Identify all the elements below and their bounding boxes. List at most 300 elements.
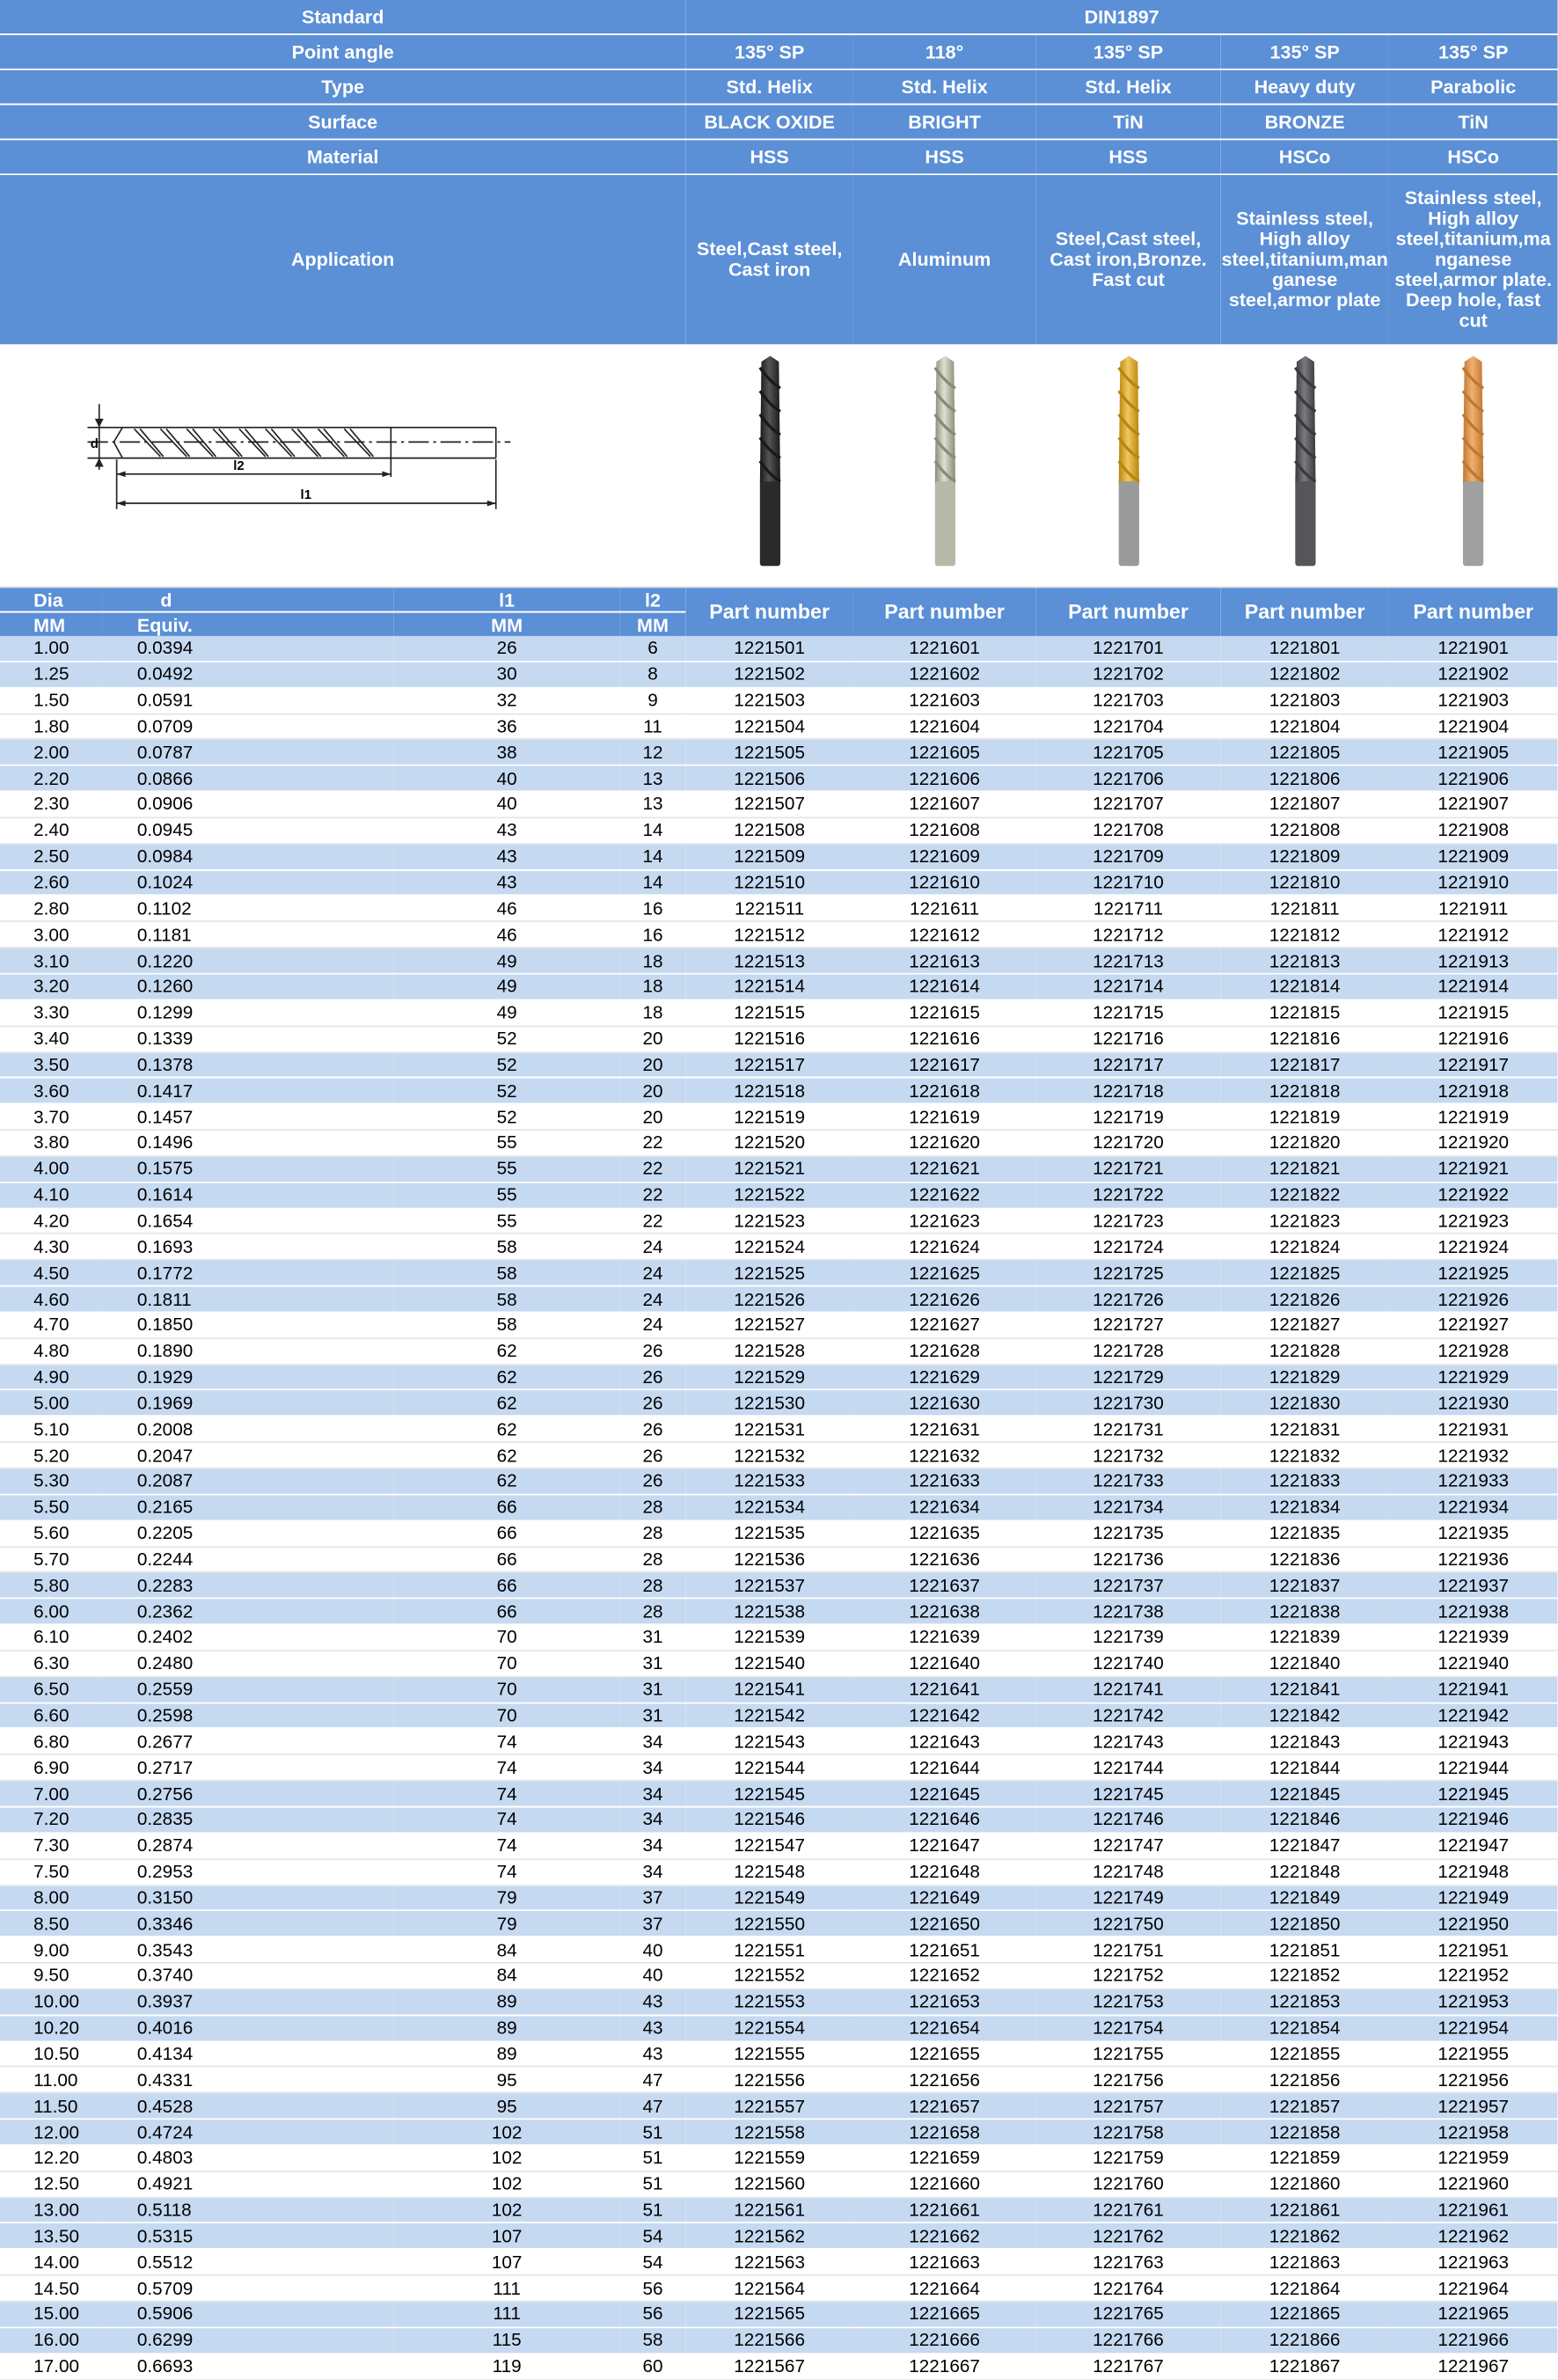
part-number-cell: 1221763 bbox=[1035, 2249, 1221, 2275]
part-number-cell: 1221812 bbox=[1221, 921, 1389, 948]
surface-label: Surface bbox=[0, 105, 685, 140]
d-equiv-cell: 0.0906 bbox=[102, 792, 394, 818]
l2-cell: 54 bbox=[620, 2249, 686, 2275]
dia-cell: 11.00 bbox=[0, 2067, 102, 2093]
table-row bbox=[0, 817, 1558, 844]
l1-cell: 66 bbox=[394, 1599, 620, 1625]
dia-cell: 6.80 bbox=[0, 1729, 102, 1755]
part-number-cell: 1221941 bbox=[1388, 1676, 1557, 1703]
application-cell: Steel,Cast steel, Cast iron bbox=[685, 174, 853, 345]
d-equiv-cell: 0.0591 bbox=[102, 687, 394, 714]
part-number-cell: 1221766 bbox=[1035, 2327, 1221, 2354]
part-number-cell: 1221914 bbox=[1388, 974, 1557, 1000]
table-row bbox=[0, 1312, 1558, 1338]
dia-cell: 2.60 bbox=[0, 869, 102, 896]
part-number-cell: 1221550 bbox=[685, 1911, 853, 1937]
table-row bbox=[0, 1260, 1558, 1286]
part-number-cell: 1221856 bbox=[1221, 2067, 1389, 2093]
part-number-cell: 1221651 bbox=[853, 1937, 1035, 1963]
table-row bbox=[0, 1651, 1558, 1677]
part-number-cell: 1221549 bbox=[685, 1885, 853, 1911]
l2-cell: 34 bbox=[620, 1729, 686, 1755]
part-number-cell: 1221928 bbox=[1388, 1338, 1557, 1365]
l1-cell: 107 bbox=[394, 2249, 620, 2275]
part-number-cell: 1221667 bbox=[853, 2354, 1035, 2380]
table-row bbox=[0, 1338, 1558, 1365]
l2-cell: 16 bbox=[620, 921, 686, 948]
part-number-cell: 1221735 bbox=[1035, 1520, 1221, 1547]
table-row bbox=[0, 714, 1558, 740]
part-number-cell: 1221847 bbox=[1221, 1833, 1389, 1859]
table-row bbox=[0, 921, 1558, 948]
part-number-cell: 1221931 bbox=[1388, 1417, 1557, 1443]
l2-cell: 34 bbox=[620, 1754, 686, 1781]
l2-cell: 20 bbox=[620, 1078, 686, 1104]
part-number-cell: 1221703 bbox=[1035, 687, 1221, 714]
part-number-cell: 1221816 bbox=[1221, 1026, 1389, 1052]
dia-cell: 3.40 bbox=[0, 1026, 102, 1052]
part-number-cell: 1221726 bbox=[1035, 1286, 1221, 1313]
part-number-cell: 1221861 bbox=[1221, 2197, 1389, 2223]
dia-cell: 4.10 bbox=[0, 1182, 102, 1208]
part-number-cell: 1221535 bbox=[685, 1520, 853, 1547]
part-number-cell: 1221501 bbox=[685, 636, 853, 662]
part-number-cell: 1221813 bbox=[1221, 948, 1389, 974]
d-equiv-cell: 0.3543 bbox=[102, 1937, 394, 1963]
part-number-cell: 1221809 bbox=[1221, 844, 1389, 870]
l1-cell: 58 bbox=[394, 1286, 620, 1313]
part-number-cell: 1221844 bbox=[1221, 1754, 1389, 1781]
part-number-cell: 1221903 bbox=[1388, 687, 1557, 714]
application-cell: Steel,Cast steel, Cast iron,Bronze. Fast cut bbox=[1035, 174, 1221, 345]
part-number-cell: 1221531 bbox=[685, 1417, 853, 1443]
part-number-cell: 1221842 bbox=[1221, 1703, 1389, 1729]
l2-cell: 14 bbox=[620, 869, 686, 896]
image-row bbox=[0, 345, 1558, 587]
dia-cell: 5.20 bbox=[0, 1442, 102, 1468]
d-equiv-cell: 0.1496 bbox=[102, 1130, 394, 1156]
part-number-cell: 1221752 bbox=[1035, 1963, 1221, 1989]
part-number-cell: 1221860 bbox=[1221, 2171, 1389, 2198]
part-number-cell: 1221747 bbox=[1035, 1833, 1221, 1859]
d-equiv-cell: 0.5512 bbox=[102, 2249, 394, 2275]
surface-cell: TiN bbox=[1035, 105, 1221, 140]
dia-cell: 3.60 bbox=[0, 1078, 102, 1104]
l2-cell: 47 bbox=[620, 2067, 686, 2093]
dia-cell: 7.00 bbox=[0, 1781, 102, 1807]
dia-cell: 3.10 bbox=[0, 948, 102, 974]
part-number-cell: 1221519 bbox=[685, 1104, 853, 1131]
part-number-cell: 1221628 bbox=[853, 1338, 1035, 1365]
part-number-cell: 1221806 bbox=[1221, 765, 1389, 792]
part-number-cell: 1221563 bbox=[685, 2249, 853, 2275]
l2-cell: 26 bbox=[620, 1417, 686, 1443]
part-number-cell: 1221923 bbox=[1388, 1208, 1557, 1234]
part-number-cell: 1221615 bbox=[853, 1000, 1035, 1026]
part-number-cell: 1221840 bbox=[1221, 1651, 1389, 1677]
material-cell: HSCo bbox=[1388, 139, 1557, 174]
part-number-cell: 1221731 bbox=[1035, 1417, 1221, 1443]
dia-cell: 2.80 bbox=[0, 896, 102, 922]
part-number-cell: 1221708 bbox=[1035, 817, 1221, 844]
d-equiv-cell: 0.0866 bbox=[102, 765, 394, 792]
part-number-cell: 1221808 bbox=[1221, 817, 1389, 844]
point-angle-cell: 135° SP bbox=[685, 34, 853, 70]
part-number-cell: 1221952 bbox=[1388, 1963, 1557, 1989]
part-number-cell: 1221607 bbox=[853, 792, 1035, 818]
part-number-cell: 1221548 bbox=[685, 1859, 853, 1886]
l1-cell: 70 bbox=[394, 1624, 620, 1651]
part-number-cell: 1221724 bbox=[1035, 1234, 1221, 1261]
table-row bbox=[0, 1703, 1558, 1729]
table-row bbox=[0, 1729, 1558, 1755]
part-number-cell: 1221707 bbox=[1035, 792, 1221, 818]
table-row bbox=[0, 2301, 1558, 2327]
part-number-cell: 1221660 bbox=[853, 2171, 1035, 2198]
part-number-cell: 1221857 bbox=[1221, 2093, 1389, 2120]
part-number-cell: 1221522 bbox=[685, 1182, 853, 1208]
d-equiv-cell: 0.1693 bbox=[102, 1234, 394, 1261]
dia-cell: 1.00 bbox=[0, 636, 102, 662]
table-row bbox=[0, 1182, 1558, 1208]
d-equiv-cell: 0.2402 bbox=[102, 1624, 394, 1651]
part-number-cell: 1221843 bbox=[1221, 1729, 1389, 1755]
part-number-cell: 1221966 bbox=[1388, 2327, 1557, 2354]
dia-cell: 3.50 bbox=[0, 1051, 102, 1078]
part-number-cell: 1221614 bbox=[853, 974, 1035, 1000]
part-number-cell: 1221854 bbox=[1221, 2015, 1389, 2041]
part-number-cell: 1221920 bbox=[1388, 1130, 1557, 1156]
dia-cell: 10.50 bbox=[0, 2041, 102, 2068]
l1-cell: 43 bbox=[394, 817, 620, 844]
part-number-cell: 1221733 bbox=[1035, 1468, 1221, 1495]
d-equiv-cell: 0.0984 bbox=[102, 844, 394, 870]
part-number-cell: 1221557 bbox=[685, 2093, 853, 2120]
dia-cell: 6.10 bbox=[0, 1624, 102, 1651]
d-equiv-cell: 0.2756 bbox=[102, 1781, 394, 1807]
application-cell: Aluminum bbox=[853, 174, 1035, 345]
part-number-cell: 1221848 bbox=[1221, 1859, 1389, 1886]
material-cell: HSS bbox=[1035, 139, 1221, 174]
part-number-cell: 1221754 bbox=[1035, 2015, 1221, 2041]
l2-cell: 31 bbox=[620, 1676, 686, 1703]
table-row bbox=[0, 1442, 1558, 1468]
table-row bbox=[0, 2249, 1558, 2275]
part-number-cell: 1221925 bbox=[1388, 1260, 1557, 1286]
l2-cell: 60 bbox=[620, 2354, 686, 2380]
part-number-cell: 1221627 bbox=[853, 1312, 1035, 1338]
l2-cell: 26 bbox=[620, 1468, 686, 1495]
table-row bbox=[0, 1911, 1558, 1937]
table-row bbox=[0, 1104, 1558, 1131]
part-number-cell: 1221567 bbox=[685, 2354, 853, 2380]
l2-cell: 11 bbox=[620, 714, 686, 740]
part-number-cell: 1221513 bbox=[685, 948, 853, 974]
table-row bbox=[0, 765, 1558, 792]
table-row bbox=[0, 1520, 1558, 1547]
part-number-cell: 1221560 bbox=[685, 2171, 853, 2198]
part-number-cell: 1221849 bbox=[1221, 1885, 1389, 1911]
table-row bbox=[0, 1988, 1558, 2015]
dia-cell: 5.00 bbox=[0, 1390, 102, 1417]
part-number-cell: 1221934 bbox=[1388, 1494, 1557, 1520]
part-number-cell: 1221616 bbox=[853, 1026, 1035, 1052]
part-number-cell: 1221709 bbox=[1035, 844, 1221, 870]
d-equiv-cell: 0.3937 bbox=[102, 1988, 394, 2015]
table-row bbox=[0, 1078, 1558, 1104]
part-number-cell: 1221632 bbox=[853, 1442, 1035, 1468]
part-number-cell: 1221641 bbox=[853, 1676, 1035, 1703]
part-number-cell: 1221834 bbox=[1221, 1494, 1389, 1520]
col-l1: l1 bbox=[394, 587, 620, 611]
table-row bbox=[0, 1286, 1558, 1313]
material-cell: HSS bbox=[853, 139, 1035, 174]
part-number-cell: 1221933 bbox=[1388, 1468, 1557, 1495]
l1-cell: 30 bbox=[394, 662, 620, 688]
l1-cell: 62 bbox=[394, 1442, 620, 1468]
d-equiv-cell: 0.2717 bbox=[102, 1754, 394, 1781]
part-number-cell: 1221741 bbox=[1035, 1676, 1221, 1703]
dia-cell: 4.90 bbox=[0, 1364, 102, 1390]
col-dia: Dia bbox=[0, 587, 102, 611]
part-number-cell: 1221506 bbox=[685, 765, 853, 792]
part-number-cell: 1221637 bbox=[853, 1572, 1035, 1599]
part-number-cell: 1221717 bbox=[1035, 1051, 1221, 1078]
l1-cell: 43 bbox=[394, 844, 620, 870]
d-equiv-cell: 0.2953 bbox=[102, 1859, 394, 1886]
l1-cell: 70 bbox=[394, 1676, 620, 1703]
l1-cell: 102 bbox=[394, 2171, 620, 2198]
part-number-cell: 1221634 bbox=[853, 1494, 1035, 1520]
part-number-cell: 1221650 bbox=[853, 1911, 1035, 1937]
part-number-cell: 1221649 bbox=[853, 1885, 1035, 1911]
l2-cell: 22 bbox=[620, 1182, 686, 1208]
part-number-cell: 1221846 bbox=[1221, 1806, 1389, 1833]
col-part-number: Part number bbox=[685, 587, 853, 636]
table-row bbox=[0, 2327, 1558, 2354]
d-equiv-cell: 0.2874 bbox=[102, 1833, 394, 1859]
part-number-cell: 1221917 bbox=[1388, 1051, 1557, 1078]
part-number-cell: 1221611 bbox=[853, 896, 1035, 922]
part-number-cell: 1221841 bbox=[1221, 1676, 1389, 1703]
d-equiv-cell: 0.2047 bbox=[102, 1442, 394, 1468]
drill-photo bbox=[1276, 353, 1334, 572]
table-row bbox=[0, 2171, 1558, 2198]
surface-cell: BRIGHT bbox=[853, 105, 1035, 140]
part-number-cell: 1221826 bbox=[1221, 1286, 1389, 1313]
l1-cell: 62 bbox=[394, 1468, 620, 1495]
d-equiv-cell: 0.2480 bbox=[102, 1651, 394, 1677]
part-number-cell: 1221612 bbox=[853, 921, 1035, 948]
l1-cell: 74 bbox=[394, 1833, 620, 1859]
part-number-cell: 1221965 bbox=[1388, 2301, 1557, 2327]
l1-cell: 66 bbox=[394, 1572, 620, 1599]
part-number-cell: 1221555 bbox=[685, 2041, 853, 2068]
part-number-cell: 1221624 bbox=[853, 1234, 1035, 1261]
l2-cell: 20 bbox=[620, 1104, 686, 1131]
part-number-cell: 1221748 bbox=[1035, 1859, 1221, 1886]
part-number-cell: 1221705 bbox=[1035, 739, 1221, 765]
part-number-cell: 1221662 bbox=[853, 2223, 1035, 2250]
part-number-cell: 1221902 bbox=[1388, 662, 1557, 688]
part-number-cell: 1221516 bbox=[685, 1026, 853, 1052]
part-number-cell: 1221737 bbox=[1035, 1572, 1221, 1599]
dia-cell: 6.60 bbox=[0, 1703, 102, 1729]
dia-cell: 7.30 bbox=[0, 1833, 102, 1859]
l2-cell: 18 bbox=[620, 1000, 686, 1026]
part-number-cell: 1221909 bbox=[1388, 844, 1557, 870]
d-equiv-cell: 0.1969 bbox=[102, 1390, 394, 1417]
part-number-cell: 1221565 bbox=[685, 2301, 853, 2327]
l2-cell: 43 bbox=[620, 1988, 686, 2015]
part-number-cell: 1221805 bbox=[1221, 739, 1389, 765]
dia-cell: 10.00 bbox=[0, 1988, 102, 2015]
l2-cell: 24 bbox=[620, 1260, 686, 1286]
table-row bbox=[0, 1208, 1558, 1234]
part-number-cell: 1221820 bbox=[1221, 1130, 1389, 1156]
l1-cell: 62 bbox=[394, 1338, 620, 1365]
part-number-cell: 1221523 bbox=[685, 1208, 853, 1234]
d-equiv-cell: 0.2244 bbox=[102, 1547, 394, 1573]
part-number-cell: 1221911 bbox=[1388, 896, 1557, 922]
part-number-cell: 1221623 bbox=[853, 1208, 1035, 1234]
part-number-cell: 1221647 bbox=[853, 1833, 1035, 1859]
part-number-cell: 1221503 bbox=[685, 687, 853, 714]
part-number-cell: 1221767 bbox=[1035, 2354, 1221, 2380]
part-number-cell: 1221945 bbox=[1388, 1781, 1557, 1807]
part-number-cell: 1221749 bbox=[1035, 1885, 1221, 1911]
part-number-cell: 1221863 bbox=[1221, 2249, 1389, 2275]
l2-cell: 26 bbox=[620, 1364, 686, 1390]
l2-cell: 14 bbox=[620, 844, 686, 870]
dia-cell: 6.00 bbox=[0, 1599, 102, 1625]
part-number-cell: 1221553 bbox=[685, 1988, 853, 2015]
part-number-cell: 1221658 bbox=[853, 2119, 1035, 2145]
d-equiv-cell: 0.2559 bbox=[102, 1676, 394, 1703]
l2-cell: 12 bbox=[620, 739, 686, 765]
d-equiv-cell: 0.1024 bbox=[102, 869, 394, 896]
part-number-cell: 1221839 bbox=[1221, 1624, 1389, 1651]
table-row bbox=[0, 2041, 1558, 2068]
l1-cell: 52 bbox=[394, 1104, 620, 1131]
table-row bbox=[0, 1781, 1558, 1807]
l2-cell: 34 bbox=[620, 1859, 686, 1886]
l2-cell: 24 bbox=[620, 1286, 686, 1313]
l1-cell: 119 bbox=[394, 2354, 620, 2380]
part-number-cell: 1221511 bbox=[685, 896, 853, 922]
part-number-cell: 1221811 bbox=[1221, 896, 1389, 922]
material-cell: HSCo bbox=[1221, 139, 1389, 174]
part-number-cell: 1221654 bbox=[853, 2015, 1035, 2041]
part-number-cell: 1221502 bbox=[685, 662, 853, 688]
part-number-cell: 1221830 bbox=[1221, 1390, 1389, 1417]
part-number-cell: 1221831 bbox=[1221, 1417, 1389, 1443]
dia-cell: 11.50 bbox=[0, 2093, 102, 2120]
part-number-cell: 1221739 bbox=[1035, 1624, 1221, 1651]
l1-cell: 46 bbox=[394, 896, 620, 922]
l1-cell: 111 bbox=[394, 2301, 620, 2327]
d-equiv-cell: 0.4921 bbox=[102, 2171, 394, 2198]
table-row bbox=[0, 2093, 1558, 2120]
part-number-cell: 1221924 bbox=[1388, 1234, 1557, 1261]
part-number-cell: 1221644 bbox=[853, 1754, 1035, 1781]
table-row bbox=[0, 2223, 1558, 2250]
col-part-number: Part number bbox=[1388, 587, 1557, 636]
l1-cell: 49 bbox=[394, 948, 620, 974]
table-row bbox=[0, 1156, 1558, 1183]
l2-cell: 6 bbox=[620, 636, 686, 662]
part-number-cell: 1221645 bbox=[853, 1781, 1035, 1807]
part-number-cell: 1221716 bbox=[1035, 1026, 1221, 1052]
d-equiv-cell: 0.0945 bbox=[102, 817, 394, 844]
dia-cell: 3.80 bbox=[0, 1130, 102, 1156]
d-equiv-cell: 0.1890 bbox=[102, 1338, 394, 1365]
dia-cell: 12.50 bbox=[0, 2171, 102, 2198]
table-row bbox=[0, 1885, 1558, 1911]
l1-cell: 46 bbox=[394, 921, 620, 948]
part-number-cell: 1221528 bbox=[685, 1338, 853, 1365]
dia-cell: 12.20 bbox=[0, 2145, 102, 2171]
l1-cell: 95 bbox=[394, 2067, 620, 2093]
d-equiv-cell: 0.0787 bbox=[102, 739, 394, 765]
part-number-cell: 1221829 bbox=[1221, 1364, 1389, 1390]
part-number-cell: 1221939 bbox=[1388, 1624, 1557, 1651]
part-number-cell: 1221543 bbox=[685, 1729, 853, 1755]
table-row bbox=[0, 2067, 1558, 2093]
l1-cell: 102 bbox=[394, 2145, 620, 2171]
part-number-cell: 1221601 bbox=[853, 636, 1035, 662]
d-equiv-cell: 0.1102 bbox=[102, 896, 394, 922]
part-number-cell: 1221828 bbox=[1221, 1338, 1389, 1365]
part-number-cell: 1221512 bbox=[685, 921, 853, 948]
part-number-cell: 1221630 bbox=[853, 1390, 1035, 1417]
type-cell: Std. Helix bbox=[853, 70, 1035, 105]
part-number-cell: 1221836 bbox=[1221, 1547, 1389, 1573]
dia-cell: 8.50 bbox=[0, 1911, 102, 1937]
dia-cell: 3.20 bbox=[0, 974, 102, 1000]
dia-cell: 5.80 bbox=[0, 1572, 102, 1599]
l1-cell: 70 bbox=[394, 1651, 620, 1677]
dia-cell: 14.50 bbox=[0, 2275, 102, 2302]
part-number-cell: 1221505 bbox=[685, 739, 853, 765]
l2-cell: 13 bbox=[620, 765, 686, 792]
table-row bbox=[0, 662, 1558, 688]
d-equiv-cell: 0.1614 bbox=[102, 1182, 394, 1208]
l1-cell: 79 bbox=[394, 1885, 620, 1911]
diagram-label-l1: l1 bbox=[300, 487, 311, 503]
table-row bbox=[0, 1572, 1558, 1599]
part-number-cell: 1221762 bbox=[1035, 2223, 1221, 2250]
l2-cell: 18 bbox=[620, 974, 686, 1000]
part-number-cell: 1221956 bbox=[1388, 2067, 1557, 2093]
l2-cell: 43 bbox=[620, 2041, 686, 2068]
part-number-cell: 1221609 bbox=[853, 844, 1035, 870]
col-l2: l2 bbox=[620, 587, 686, 611]
table-row bbox=[0, 739, 1558, 765]
l1-cell: 58 bbox=[394, 1260, 620, 1286]
part-number-cell: 1221514 bbox=[685, 974, 853, 1000]
part-number-cell: 1221822 bbox=[1221, 1182, 1389, 1208]
part-number-cell: 1221866 bbox=[1221, 2327, 1389, 2354]
point-angle-cell: 118° bbox=[853, 34, 1035, 70]
part-number-cell: 1221944 bbox=[1388, 1754, 1557, 1781]
part-number-cell: 1221665 bbox=[853, 2301, 1035, 2327]
part-number-cell: 1221718 bbox=[1035, 1078, 1221, 1104]
l1-cell: 74 bbox=[394, 1754, 620, 1781]
d-equiv-cell: 0.1929 bbox=[102, 1364, 394, 1390]
d-equiv-cell: 0.4016 bbox=[102, 2015, 394, 2041]
part-number-cell: 1221613 bbox=[853, 948, 1035, 974]
